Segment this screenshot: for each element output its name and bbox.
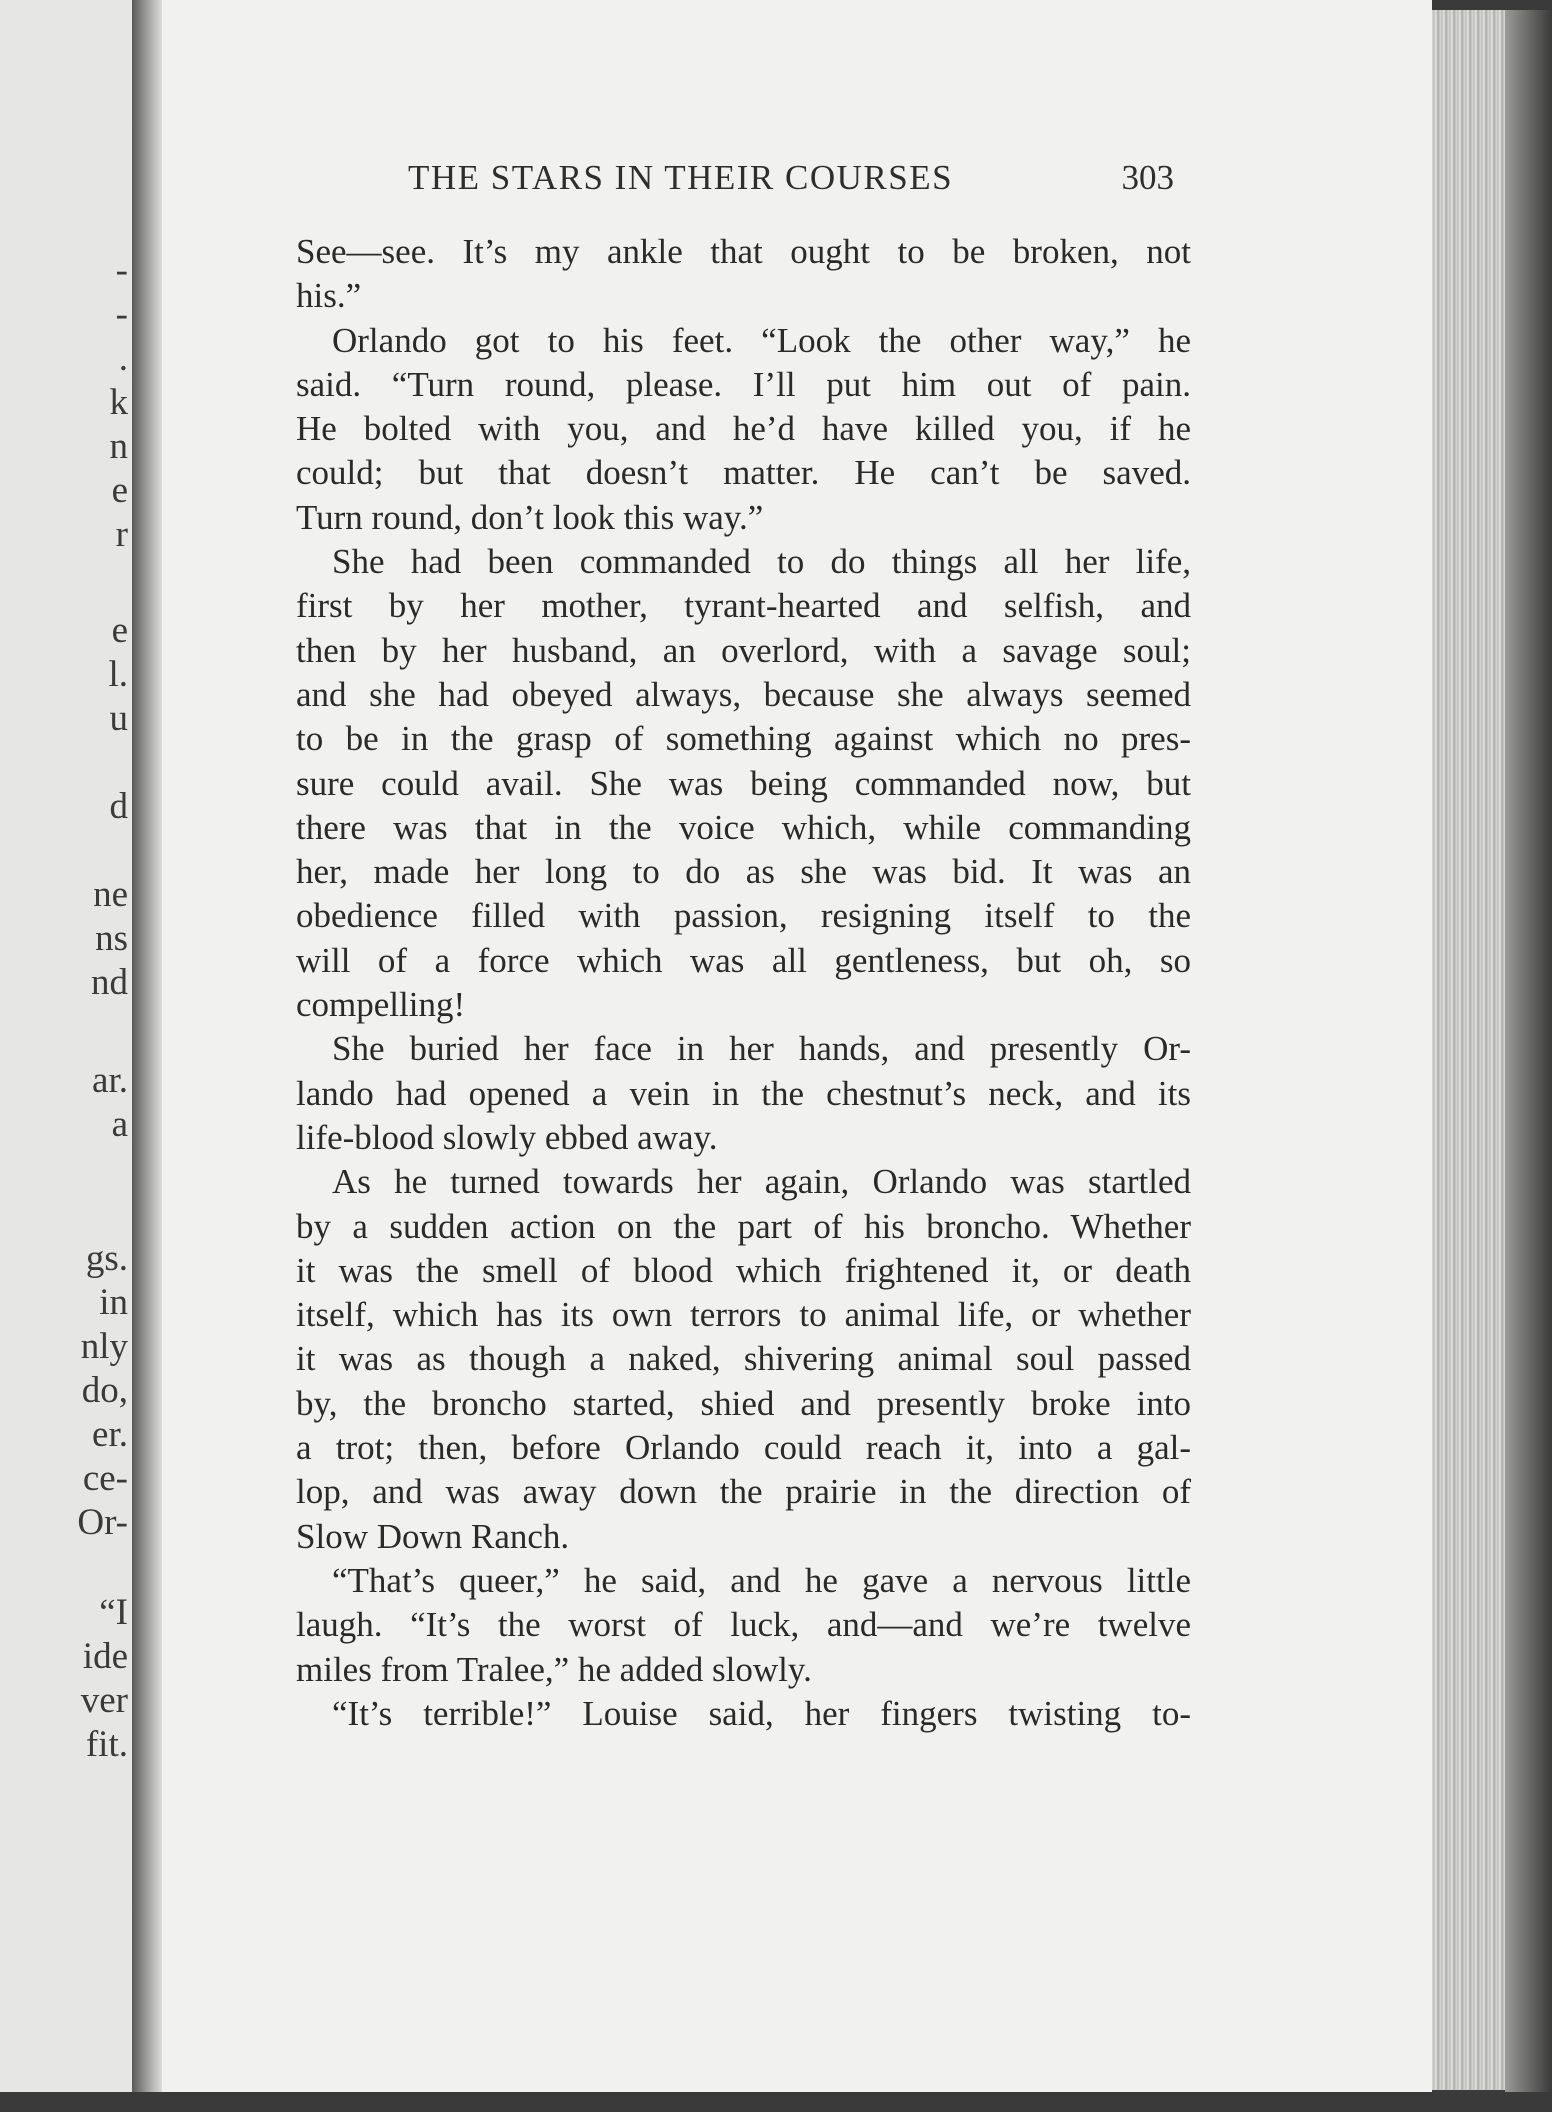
scan-bottom-border	[0, 2092, 1552, 2112]
text-line: then by her husband, an overlord, with a savage soul;	[296, 630, 1191, 670]
text-line: sure could avail. She was being commanded now, but	[296, 763, 1191, 803]
facing-page-fragment: -	[115, 250, 128, 291]
text-line: said. “Turn round, please. I’ll put him out of pain.	[296, 364, 1191, 404]
facing-page-left	[0, 0, 132, 2112]
facing-page-fragment: -	[115, 294, 128, 335]
text-line: it was the smell of blood which frightened it, or death	[296, 1250, 1191, 1290]
page-number: 303	[1121, 158, 1174, 197]
facing-page-fragment: a	[111, 1104, 128, 1145]
facing-page-fragment: ce-	[82, 1458, 128, 1499]
facing-page-fragment: d	[109, 786, 128, 827]
text-line: lando had opened a vein in the chestnut’s neck, and its	[296, 1073, 1191, 1113]
facing-page-text-fragments	[0, 0, 132, 2112]
text-line: by a sudden action on the part of his broncho. Whether	[296, 1206, 1191, 1246]
facing-page-fragment: er.	[92, 1414, 128, 1455]
facing-page-fragment: gs.	[85, 1238, 128, 1279]
text-line: As he turned towards her again, Orlando was startled	[332, 1162, 1191, 1202]
facing-page-fragment: r	[115, 514, 128, 555]
page-edges-shadow	[1505, 10, 1552, 2112]
text-line: first by her mother, tyrant-hearted and selfish, and	[296, 586, 1191, 626]
text-line: there was that in the voice which, while commanding	[296, 807, 1191, 847]
text-line: compelling!	[296, 985, 466, 1025]
facing-page-fragment: nd	[91, 962, 128, 1003]
facing-page-fragment: e	[111, 470, 128, 511]
facing-page-fragment: e	[111, 610, 128, 651]
facing-page-fragment: in	[99, 1282, 128, 1323]
text-line: could; but that doesn’t matter. He can’t be saved.	[296, 453, 1191, 493]
facing-page-fragment: .	[118, 338, 128, 379]
text-line: life-blood slowly ebbed away.	[296, 1117, 718, 1157]
text-line: laugh. “It’s the worst of luck, and—and we’re twelve	[296, 1605, 1191, 1645]
text-line: “It’s terrible!” Louise said, her fingers twisting to-	[332, 1693, 1191, 1733]
facing-page-fragment: fit.	[85, 1724, 128, 1765]
facing-page-fragment: n	[109, 426, 128, 467]
running-head	[244, 158, 1174, 208]
text-line: and she had obeyed always, because she always seemed	[296, 674, 1191, 714]
running-title: THE STARS IN THEIR COURSES	[408, 158, 954, 197]
text-line: She buried her face in her hands, and presently Or-	[332, 1029, 1191, 1069]
facing-page-fragment: ver	[80, 1680, 128, 1721]
text-line: He bolted with you, and he’d have killed you, if he	[296, 409, 1191, 449]
text-line: will of a force which was all gentleness, but oh, so	[296, 940, 1191, 980]
text-line: by, the broncho started, shied and presently broke into	[296, 1383, 1191, 1423]
facing-page-fragment: nly	[80, 1326, 128, 1367]
text-line: Slow Down Ranch.	[296, 1516, 570, 1556]
text-line: “That’s queer,” he said, and he gave a nervous little	[332, 1560, 1191, 1600]
facing-page-fragment: l.	[108, 654, 128, 695]
facing-page-fragment: u	[109, 698, 128, 739]
text-line: to be in the grasp of something against which no pres-	[296, 719, 1191, 759]
text-line: She had been commanded to do things all her life,	[332, 542, 1191, 582]
text-line: his.”	[296, 276, 362, 316]
facing-page-fragment: k	[109, 382, 128, 423]
text-line: miles from Tralee,” he added slowly.	[296, 1649, 812, 1689]
facing-page-fragment: ne	[93, 874, 128, 915]
facing-page-fragment: ar.	[92, 1060, 128, 1101]
text-line: lop, and was away down the prairie in the direction of	[296, 1472, 1191, 1512]
book-gutter	[132, 0, 162, 2112]
facing-page-fragment: ns	[95, 918, 128, 959]
text-line: her, made her long to do as she was bid. It was an	[296, 852, 1191, 892]
text-line: See—see. It’s my ankle that ought to be broken, not	[296, 232, 1191, 271]
text-line: Orlando got to his feet. “Look the other way,” he	[332, 320, 1191, 360]
facing-page-fragment: do,	[81, 1370, 128, 1411]
body-text	[296, 230, 1191, 1736]
facing-page-fragment: ide	[82, 1636, 128, 1677]
facing-page-fragment: “I	[99, 1592, 128, 1633]
facing-page-fragment: Or-	[77, 1502, 128, 1543]
text-line: obedience filled with passion, resigning itself to the	[296, 896, 1191, 936]
text-line: itself, which has its own terrors to animal life, or whether	[296, 1295, 1191, 1335]
text-line: a trot; then, before Orlando could reach it, into a gal-	[296, 1428, 1191, 1468]
text-line: it was as though a naked, shivering animal soul passed	[296, 1339, 1191, 1379]
text-line: Turn round, don’t look this way.”	[296, 497, 764, 537]
